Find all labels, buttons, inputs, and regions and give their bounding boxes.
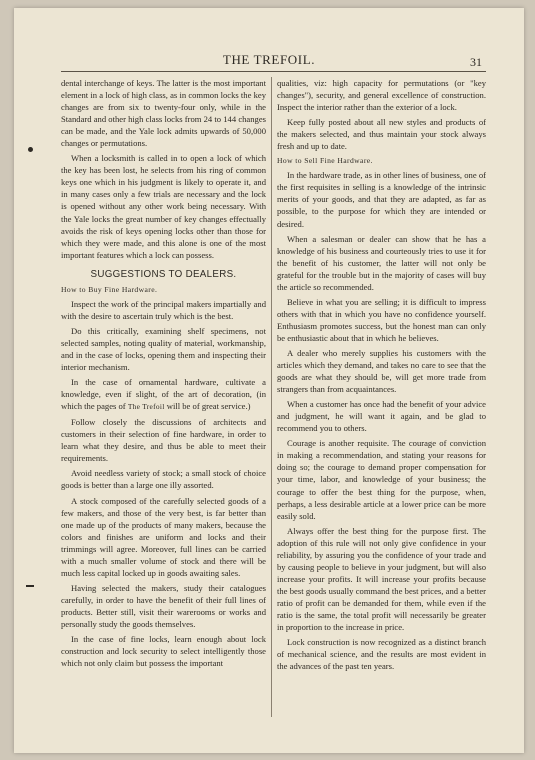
paragraph: Avoid needless variety of stock; a small stock of choice goods is better than a large one illy assorted. [61,468,266,491]
section-title: SUGGESTIONS TO DEALERS. [90,268,237,280]
publication-name: The Trefoil [127,402,165,412]
document-page [14,8,524,753]
paragraph: When a customer has once had the benefit of your advice and judgment, he will want it again, and be glad to recommend you to others. [277,399,486,434]
paragraph [61,376,266,413]
left-column [61,77,266,672]
page-number: 31 [470,55,482,69]
paragraph: Keep fully posted about all new styles and products of the makers selected, and thus maintain your stock always fresh and up to date. [277,117,486,152]
column-divider [271,77,272,717]
paragraph: Courage is another requisite. The courage of conviction in making a recommendation, and stating your reasons for doing so; the courage to demand proper compensation for your time, labor, and knowledge of your business; the courage to offer the best thing for the purpose, when, perhaps, a less desirable article at a lower price can be more easily sold. [277,438,486,521]
paragraph: In the case of fine locks, learn enough about lock construction and lock security to select intelligently those which not only claim but possess the important [61,634,266,669]
paragraph: Do this critically, examining shelf specimens, not selected samples, noting quality of material, workmanship, and in the case of locks, opening them and inspecting their interior mechanism. [61,325,266,373]
paragraph-text: In the case of ornamental hardware, cultivate a knowledge, even if slight, of the art of decoration, (in which the pages of [61,377,266,412]
paragraph: When a salesman or dealer can show that he has a knowledge of his business and courteously tries to use it for the benefit of his customer, the latter will not only be grateful for the trouble but in the majority of cases will buy the article so recommended. [277,233,486,292]
paragraph: A dealer who merely supplies his customers with the articles which they demand, and takes no care to see that the goods are what they should be, will get more trade from strangers than from acquaintances. [277,347,486,395]
running-title: THE TREFOIL. [222,52,316,67]
paragraph: Having selected the makers, study their catalogues carefully, in order to have the benefit of their full lines of products. Better still, visit their warerooms or works and personally study the goods themselves. [61,582,266,629]
paragraph: dental interchange of keys. The latter is the most important element in a lock of high class, as in common locks the key changes are from six to twenty-four only, while in the Standard and other high class locks from 24 to 144 changes can be made, and the Yale lock admits upwards of 50,000 changes or permutations. [61,78,266,149]
paragraph: In the hardware trade, as in other lines of business, one of the first requisites in selling is a knowledge of the intrinsic merits of your goods, and that they are adapted, as far as possible, to the purpose for which they are intended or desired. [277,170,486,229]
subheading: How to Sell Fine Hardware. [277,156,373,166]
subheading: How to Buy Fine Hardware. [61,284,158,294]
paragraph: When a locksmith is called in to open a lock of which the key has been lost, he selects from his ring of common keys one which in his judgment is likely to operate it, and in many cases only a few trials are necessary and the lock is opened without any other work being necessary. With the Yale locks the great number of key changes effectually avoids the risk of keys opening locks other than those for which they were made, and this alone is one of the most important features which a lock can possess. [61,153,266,260]
paragraph: Lock construction is now recognized as a distinct branch of mechanical science, and the results are most evident in the advances of the past ten years. [277,637,486,672]
margin-dash-mark [26,585,34,587]
header-rule [61,71,486,72]
paragraph: A stock composed of the carefully selected goods of a few makers, and those of the very best, is far better than one made up of the products of many makers, because the colors and finishes are uniform and locks and their trimmings will agree. Moreover, full lines can be carried with a much smaller volume of stock and there will be much less capital locked up in goods awaiting sales. [61,495,266,578]
paragraph: Follow closely the discussions of architects and customers in their selection of fine hardware, in order to learn what they desire, and thus be able to meet their requirements. [61,417,266,464]
right-column [277,77,486,675]
paragraph: Always offer the best thing for the purpose first. The adoption of this rule will not only give confidence in your reliability, by assuring you the confidence of your trade and by causing people to believe in your judgment, but will also increase your profits. It will increase your profits because the best goods usually command the best prices, and a better ratio of profit can be demanded for them, while even if the ratio is the same, the total profit will necessarily be greater in proportion to the increase in price. [277,525,486,633]
paragraph: qualities, viz: high capacity for permutations (or "key changes"), security, and general excellence of construction. Inspect the interior rather than the exterior of a lock. [277,78,486,113]
paragraph: Inspect the work of the principal makers impartially and with the desire to ascertain truly which is the best. [61,298,266,321]
margin-dot-mark [28,147,33,152]
paragraph: Believe in what you are selling; it is difficult to impress others with that in which you have no confidence yourself. Enthusiasm promotes success, but the honest man can only be enthusiastic about that in which he believes. [277,296,486,343]
paragraph-text: will be of great service.) [164,401,251,412]
